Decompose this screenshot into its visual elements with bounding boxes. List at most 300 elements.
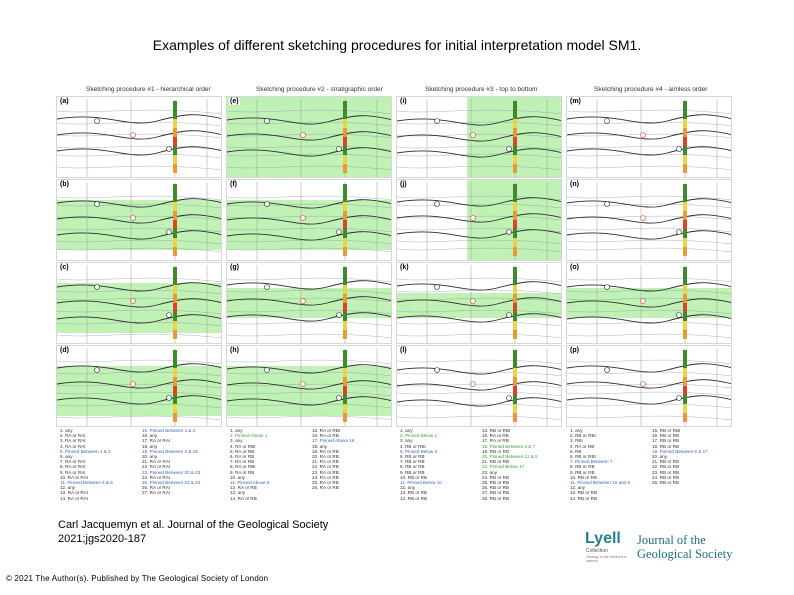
- well-log-segment: [343, 276, 347, 285]
- legend-entry: 14. RA or RAI: [60, 495, 89, 501]
- pick-marker: [605, 202, 610, 207]
- legend-entry: 24. RA or RB: [312, 474, 339, 480]
- well-log-segment: [173, 184, 177, 193]
- green-highlight: [227, 288, 392, 318]
- well-log-segment: [513, 386, 517, 395]
- sketch: [567, 263, 732, 344]
- well-log-segment: [173, 119, 177, 128]
- legend-entry: 3. any: [400, 438, 413, 444]
- pick-marker: [677, 230, 682, 235]
- well-log-segment: [683, 267, 687, 276]
- well-log-segment: [683, 211, 687, 220]
- pick-marker: [95, 285, 100, 290]
- well-log-segment: [343, 128, 347, 137]
- legend-entry: 2. Pinned Above 1: [230, 433, 268, 439]
- well-log-segment: [683, 350, 687, 359]
- panel-f: [226, 179, 392, 261]
- panel-label: (p): [570, 347, 579, 354]
- well-log-segment: [513, 330, 517, 339]
- legend-entry: 25. RA or RB: [312, 480, 339, 486]
- legend-entry: 5. Pinned Below 3: [400, 448, 438, 454]
- well-log-segment: [173, 220, 177, 229]
- well-log-segment: [173, 303, 177, 312]
- legend-procedure-4: [570, 428, 736, 508]
- legend-entry: 12. any: [400, 485, 416, 491]
- green-highlight: [227, 200, 392, 250]
- legend-entry: 20. any: [652, 454, 668, 460]
- pick-marker: [337, 147, 342, 152]
- legend-entry: 20. Pinned Between 13 & 5: [482, 454, 538, 460]
- pick-marker: [471, 382, 476, 387]
- well-log-segment: [173, 128, 177, 137]
- well-log-segment: [513, 202, 517, 211]
- sketch-line: [227, 334, 392, 338]
- well-log-segment: [513, 211, 517, 220]
- legend-entry: 3. RBI: [570, 438, 583, 444]
- well-log-segment: [513, 247, 517, 256]
- legend-entry: 5. RA or RB: [230, 448, 255, 454]
- well-log-segment: [343, 350, 347, 359]
- sketch-line: [57, 166, 222, 170]
- surface-line: [567, 115, 732, 123]
- pick-marker: [471, 299, 476, 304]
- legend-column: [142, 428, 222, 496]
- panel-label: (m): [570, 98, 581, 105]
- well-log-segment: [173, 155, 177, 164]
- pick-marker: [605, 119, 610, 124]
- sketch-line: [567, 166, 732, 170]
- well-log-segment: [513, 294, 517, 303]
- well-log-segment: [513, 164, 517, 173]
- legend-entry: 16. RA or RB: [482, 433, 509, 439]
- panel-label: (b): [60, 181, 69, 188]
- well-log-segment: [343, 312, 347, 321]
- well-log-segment: [683, 137, 687, 146]
- legend-entry: 19. RA or RB: [312, 448, 339, 454]
- legend-entry: 11. Pinned Between 10 and 8: [570, 480, 630, 486]
- well-log-segment: [173, 211, 177, 220]
- sketch-line: [57, 278, 222, 282]
- legend-entry: 14. RB or RB: [400, 495, 428, 501]
- legend-entry: 10. RB or RB: [400, 474, 428, 480]
- well-log-segment: [683, 184, 687, 193]
- well-log-segment: [513, 238, 517, 247]
- sketch-line: [567, 196, 732, 200]
- green-highlight: [567, 288, 732, 318]
- panel-j: [396, 179, 562, 261]
- well-log-segment: [683, 368, 687, 377]
- panel-a: [56, 96, 222, 178]
- legend-entry: 13. RB or RBI: [482, 428, 511, 433]
- well-log-segment: [683, 101, 687, 110]
- well-log-segment: [683, 229, 687, 238]
- panel-label: (l): [400, 347, 407, 354]
- legend-entry: 27. RA or RAI: [142, 490, 171, 496]
- legend-entry: 25. RB or RB: [652, 480, 680, 486]
- well-log-segment: [683, 285, 687, 294]
- legend-entry: 12. RA or RB: [230, 485, 257, 491]
- well-log-segment: [173, 395, 177, 404]
- journal-name-line2: Geological Society: [637, 547, 733, 561]
- panel-label: (j): [400, 181, 407, 188]
- legend-entry: 21. RB or RB: [652, 459, 680, 465]
- legend-entry: 22. RA or RB: [312, 464, 339, 470]
- sketch-line: [567, 372, 732, 376]
- well-log-segment: [343, 395, 347, 404]
- well-log-segment: [173, 404, 177, 413]
- pick-marker: [301, 133, 306, 138]
- legend-entry: 9. RA or RB: [230, 469, 255, 475]
- legend-entry: 2. RA or RAI: [60, 433, 86, 439]
- pick-marker: [677, 313, 682, 318]
- legend-entry: 8. RA or RAI: [60, 464, 86, 470]
- legend-entry: 23. any: [482, 469, 498, 475]
- pick-marker: [507, 396, 512, 401]
- sketch-line: [227, 360, 392, 364]
- well-log-segment: [513, 312, 517, 321]
- well-log-segment: [173, 312, 177, 321]
- pick-marker: [265, 368, 270, 373]
- sketch-line: [397, 322, 562, 326]
- legend-entry: 24. RA or RAI: [142, 474, 171, 480]
- well-log-segment: [173, 359, 177, 368]
- well-log-segment: [173, 350, 177, 359]
- well-log-segment: [683, 202, 687, 211]
- legend-entry: 2. Pinned Below 1: [400, 433, 438, 439]
- sketch-line: [57, 334, 222, 338]
- panel-label: (h): [230, 347, 239, 354]
- journal-logo: [585, 528, 755, 568]
- well-log-segment: [513, 303, 517, 312]
- well-log-segment: [173, 101, 177, 110]
- pick-marker: [435, 368, 440, 373]
- legend-entry: 7. Pinned Between 7: [570, 459, 613, 465]
- legend-entry: 16. any: [142, 433, 158, 439]
- legend-entry: 20. RA or RB: [312, 454, 339, 460]
- sketch: [567, 346, 732, 427]
- pick-marker: [301, 299, 306, 304]
- well-log-segment: [683, 119, 687, 128]
- legend-entry: 22. Pinned Below 17: [482, 464, 525, 470]
- pick-marker: [677, 147, 682, 152]
- legend-entry: 14. RB or RB: [570, 495, 598, 501]
- pick-marker: [265, 202, 270, 207]
- sketch: [567, 180, 732, 261]
- well-log-segment: [513, 321, 517, 330]
- well-log-segment: [683, 110, 687, 119]
- green-highlight: [57, 283, 222, 333]
- legend-entry: 24. RB or RB: [652, 474, 680, 480]
- surface-line: [567, 380, 732, 388]
- sketch-line: [397, 334, 562, 338]
- sketch-line: [567, 416, 732, 420]
- well-log-segment: [173, 321, 177, 330]
- well-log-segment: [683, 321, 687, 330]
- legend-entry: 19. Pinned Between 6 & 17: [652, 448, 708, 454]
- well-log-segment: [173, 247, 177, 256]
- journal-name: [637, 533, 732, 561]
- well-log-segment: [513, 404, 517, 413]
- well-log-segment: [513, 146, 517, 155]
- legend-procedure-2: [230, 428, 396, 508]
- well-log-segment: [513, 193, 517, 202]
- pick-marker: [507, 147, 512, 152]
- pick-marker: [301, 382, 306, 387]
- panel-label: (i): [400, 98, 407, 105]
- pick-marker: [641, 133, 646, 138]
- pick-marker: [435, 202, 440, 207]
- legend-entry: 28. RB or RB: [482, 495, 510, 501]
- pick-marker: [507, 313, 512, 318]
- panel-label: (g): [230, 264, 239, 271]
- pick-marker: [95, 202, 100, 207]
- sketch-line: [397, 416, 562, 420]
- pick-marker: [641, 299, 646, 304]
- well-log-segment: [343, 413, 347, 422]
- legend-entry: 19. Pinned Between 3 & 18: [142, 448, 198, 454]
- legend-entry: 23. RB or RB: [652, 469, 680, 475]
- well-log-segment: [513, 229, 517, 238]
- well-log-segment: [683, 220, 687, 229]
- well-log-segment: [173, 193, 177, 202]
- pick-marker: [131, 216, 136, 221]
- citation: [58, 518, 328, 546]
- legend-entry: 6. any: [60, 454, 73, 460]
- legend-entry: 21. RA or RB: [312, 459, 339, 465]
- legend-entry: 11. Pinned Between 3 & 5: [60, 480, 113, 486]
- legend-entry: 1. any: [60, 428, 73, 433]
- pick-marker: [471, 216, 476, 221]
- legend-entry: 14. RA or RB: [230, 495, 257, 501]
- legend-entry: 17. Pinned Above 16: [312, 438, 355, 444]
- panel-o: [566, 262, 732, 344]
- well-log-segment: [683, 377, 687, 386]
- well-log-segment: [173, 330, 177, 339]
- sketch: [227, 346, 392, 427]
- legend-entry: 11. Pinned Above 8: [230, 480, 270, 486]
- pick-marker: [507, 230, 512, 235]
- well-log-segment: [513, 119, 517, 128]
- legend-entry: 13. RB or RB: [570, 490, 598, 496]
- well-log-segment: [173, 202, 177, 211]
- sketch: [57, 180, 222, 261]
- pick-marker: [337, 230, 342, 235]
- legend-entry: 3. any: [230, 438, 243, 444]
- panel-e: [226, 96, 392, 178]
- sketch-line: [567, 240, 732, 244]
- legend-column: [60, 428, 140, 501]
- legend-entry: 11. Pinned Below 10: [400, 480, 442, 486]
- panel-label: (a): [60, 98, 69, 105]
- well-log-segment: [683, 146, 687, 155]
- sketch-line: [567, 404, 732, 408]
- legend-entry: 2. RB or RBI: [570, 433, 596, 439]
- legend-entry: 21. RA or RAI: [142, 459, 171, 465]
- panel-m: [566, 96, 732, 178]
- sketch: [397, 346, 562, 427]
- sketch: [57, 263, 222, 344]
- column-heading-3: Sketching procedure #3 - top to bottom: [425, 86, 538, 93]
- well-log-segment: [343, 386, 347, 395]
- panel-label: (o): [570, 264, 579, 271]
- legend-column: [652, 428, 732, 485]
- legend-entry: 17. RA or RB: [482, 438, 509, 444]
- sketch-line: [397, 392, 562, 396]
- sketch-line: [57, 110, 222, 114]
- citation-reference: 2021;jgs2020-187: [58, 533, 147, 545]
- well-log-segment: [343, 321, 347, 330]
- panel-b: [56, 179, 222, 261]
- sketch-line: [567, 334, 732, 338]
- legend-entry: 15. Pinned Between 4 & 2: [142, 428, 196, 433]
- figure-title: Examples of different sketching procedures for initial interpretation model SM1.: [152, 37, 642, 53]
- well-log-segment: [513, 350, 517, 359]
- legend-entry: 21. RB or RB: [482, 459, 510, 465]
- well-log-segment: [343, 110, 347, 119]
- sketch: [57, 346, 222, 427]
- well-log-segment: [683, 404, 687, 413]
- pick-marker: [167, 147, 172, 152]
- well-log-segment: [513, 377, 517, 386]
- figure-sketching-procedures: [56, 86, 736, 510]
- legend-entry: 4. RA or RB: [570, 443, 595, 449]
- legend-entry: 25. RB or RB: [482, 480, 510, 486]
- surface-line: [567, 364, 732, 372]
- legend-entry: 9. RB or RB: [400, 469, 425, 475]
- well-log-segment: [683, 164, 687, 173]
- legend-entry: 22. RA or RAI: [142, 464, 171, 470]
- well-log-segment: [173, 386, 177, 395]
- panel-label: (d): [60, 347, 69, 354]
- well-log-segment: [683, 193, 687, 202]
- column-heading-1: Sketching procedure #1 - hierarchical order: [86, 86, 211, 93]
- surface-line: [57, 131, 222, 139]
- legend-entry: 6. RA or RB: [230, 454, 255, 460]
- column-heading-4: Sketching procedure #4 - aimless order: [594, 86, 708, 93]
- surface-line: [567, 396, 732, 404]
- well-log-segment: [173, 368, 177, 377]
- legend-column: [312, 428, 392, 490]
- well-log-segment: [513, 395, 517, 404]
- well-log-segment: [173, 229, 177, 238]
- pick-marker: [337, 313, 342, 318]
- legend-entry: 9. RA or RAI: [60, 469, 86, 475]
- panel-l: [396, 345, 562, 427]
- well-log-segment: [683, 247, 687, 256]
- legend-entry: 26. RA or RB: [312, 485, 339, 491]
- well-log-segment: [173, 164, 177, 173]
- panel-label: (k): [400, 264, 409, 271]
- panel-label: (c): [60, 264, 69, 271]
- well-log-segment: [343, 294, 347, 303]
- well-log-segment: [173, 146, 177, 155]
- well-log-segment: [343, 377, 347, 386]
- legend-entry: 18. RB or RB: [652, 443, 680, 449]
- green-highlight: [57, 366, 222, 416]
- well-log-segment: [683, 238, 687, 247]
- well-log-segment: [683, 359, 687, 368]
- legend-entry: 23. Pinned Between 20 & 23: [142, 469, 201, 475]
- lyell-name: Lyell: [585, 530, 621, 547]
- legend-entry: 16. RA or RB: [312, 433, 339, 439]
- legend-entry: 13. RB or RB: [400, 490, 428, 496]
- sketch: [57, 97, 222, 178]
- well-log-segment: [173, 276, 177, 285]
- legend-entry: 4. RA or RBI: [230, 443, 256, 449]
- sketch: [397, 180, 562, 261]
- panel-n: [566, 179, 732, 261]
- pick-marker: [131, 382, 136, 387]
- well-log-segment: [683, 294, 687, 303]
- well-log-segment: [513, 137, 517, 146]
- surface-line: [567, 131, 732, 139]
- surface-line: [397, 366, 562, 374]
- panel-p: [566, 345, 732, 427]
- well-log-segment: [513, 267, 517, 276]
- legend-entry: 17. RA or RAI: [142, 438, 171, 444]
- legend-entry: 16. RB or RB: [652, 433, 680, 439]
- legend-entry: 8. RB or RB: [570, 464, 595, 470]
- copyright-notice: © 2021 The Author(s). Published by The Geological Society of London: [6, 574, 269, 583]
- legend-procedure-3: [400, 428, 566, 508]
- well-log-segment: [173, 110, 177, 119]
- well-log-segment: [343, 267, 347, 276]
- sketch-line: [567, 228, 732, 232]
- well-log-segment: [173, 285, 177, 294]
- legend-entry: 1. any: [400, 428, 413, 433]
- panel-c: [56, 262, 222, 344]
- pick-marker: [301, 216, 306, 221]
- legend-entry: 8. RA or RBI: [230, 464, 256, 470]
- legend-entry: 24. RB or RB: [482, 474, 510, 480]
- pick-marker: [471, 133, 476, 138]
- sketch-line: [57, 416, 222, 420]
- well-log-segment: [513, 101, 517, 110]
- surface-line: [567, 215, 732, 223]
- pick-marker: [265, 119, 270, 124]
- legend-column: [570, 428, 650, 501]
- pick-marker: [435, 285, 440, 290]
- panel-g: [226, 262, 392, 344]
- sketch-line: [567, 134, 732, 138]
- well-log-segment: [343, 202, 347, 211]
- well-log-segment: [683, 276, 687, 285]
- well-log-segment: [343, 155, 347, 164]
- sketch: [397, 97, 562, 178]
- well-log-segment: [343, 220, 347, 229]
- pick-marker: [641, 382, 646, 387]
- well-log-segment: [513, 220, 517, 229]
- legend-entry: 20. any: [142, 454, 158, 460]
- well-log-segment: [343, 247, 347, 256]
- well-log-segment: [343, 303, 347, 312]
- surface-line: [567, 231, 732, 239]
- well-log-segment: [513, 155, 517, 164]
- panel-d: [56, 345, 222, 427]
- legend-entry: 12. any: [570, 485, 586, 491]
- well-log-segment: [173, 294, 177, 303]
- well-log-segment: [343, 211, 347, 220]
- well-log-segment: [513, 368, 517, 377]
- well-log-segment: [343, 229, 347, 238]
- well-log-segment: [683, 312, 687, 321]
- sketch-line: [227, 322, 392, 326]
- legend-entry: 7. RB or RB: [400, 459, 425, 465]
- well-log-segment: [513, 128, 517, 137]
- well-log-segment: [343, 404, 347, 413]
- well-log-segment: [343, 238, 347, 247]
- pick-marker: [131, 299, 136, 304]
